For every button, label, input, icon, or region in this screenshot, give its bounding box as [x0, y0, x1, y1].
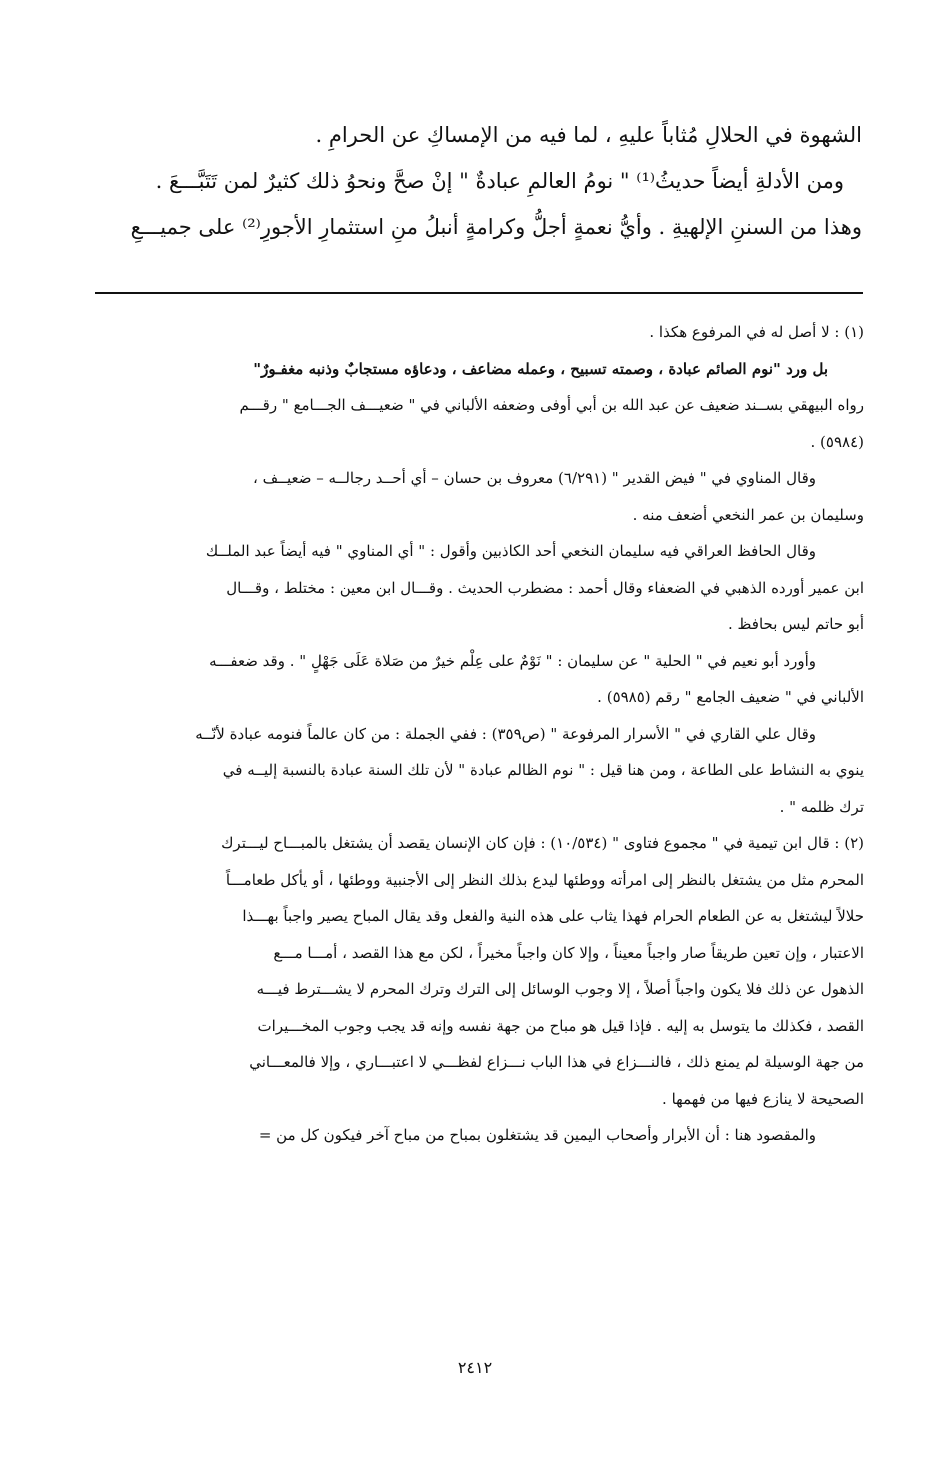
footnote-line: ينوي به النشاط على الطاعة ، ومن هنا قيل : " نوم الظالم عبادة " لأن تلك السنة عبادة بالنسبة إليــه في [222, 761, 864, 779]
footnote-line: من جهة الوسيلة لم يمنع ذلك ، فالنـــزاع في هذا الباب نـــزاع لفظـــي لا اعتبـــاري ، وإلا فالمعـــاني [249, 1053, 864, 1071]
footnote-line: أبو حاتم ليس بحافظ . [728, 615, 864, 633]
footnote-line: الصحيحة لا ينازع فيها من فهمها . [662, 1089, 864, 1108]
footnote-line: المحرم مثل من يشتغل بالنظر إلى امرأته ووطئها ليدع بذلك النظر إلى الأجنبية ووطئها ، أو يأكل طعامـــاً [225, 870, 864, 889]
footnote-line: وأورد أبو نعيم في " الحلية " عن سليمان : " نَوْمٌ على عِلْم خيرٌ من صَلاة عَلَى جَهْلٍ " . وقد ضعفـــه [209, 651, 816, 670]
footnote-separator [95, 292, 863, 294]
footnote-line: وقال الحافظ العراقي فيه سليمان النخعي أحد الكاذبين وأقول : " أي المناوي " فيه أيضاً عبد الملــك [205, 542, 816, 560]
footnote-line: الاعتبار ، وإن تعين طريقاً صار واجباً معيناً ، وإلا كان واجباً مخيراً ، لكن مع هذا القصد ، أمـــا مـــع [273, 943, 864, 962]
footnote-line: (٢) : قال ابن تيمية في " مجموع فتاوى " (١٠/٥٣٤) : فإن كان الإنسان يقصد أن يشتغل بالمبـــاح ليـــترك [221, 834, 864, 852]
footnote-line: وقال علي القاري في " الأسرار المرفوعة " (ص٣٥٩) : ففي الجملة : من كان عالماً فنومه عبادة لأنّــه [195, 724, 816, 743]
main-text-block [92, 112, 862, 250]
main-text-line: وهذا من السننِ الإلهيةِ . وأيُّ نعمةٍ أجلُّ وكرامةٍ أنبلُ منِ استثمارِ الأجورِ⁽²⁾ على جميـــعِ [130, 215, 862, 239]
footnote-line: رواه البيهقي بســند ضعيف عن عبد الله بن أبي أوفى وضعفه الألباني في " ضعيـــف الجـــامع " رقـــم [239, 396, 864, 414]
page-number: ٢٤١٢ [457, 1358, 493, 1377]
main-text-line: الشهوة في الحلالِ مُثاباً عليهِ ، لما فيه من الإمساكِ عن الحرامِ . [315, 123, 862, 147]
footnotes-block [92, 314, 864, 1154]
footnote-line: (١) : لا أصل له في المرفوع هكذا . [649, 323, 864, 341]
footnote-line: الذهول عن ذلك فلا يكون واجباً أصلاً ، إلا وجوب الوسائل إلى الترك وترك المحرم لا يشـــترط فيـــه [256, 980, 864, 998]
footnote-line: والمقصود هنا : أن الأبرار وأصحاب اليمين قد يشتغلون بمباح من مباح آخر فيكون كل من = [258, 1126, 816, 1144]
footnote-line: ابن عمير أورده الذهبي في الضعفاء وقال أحمد : مضطرب الحديث . وقـــال ابن معين : مختلط ، وقـــال [226, 578, 864, 597]
footnote-line: الألباني في " ضعيف الجامع " رقم (٥٩٨٥) . [597, 688, 864, 706]
footnote-line: وسليمان بن عمر النخعي أضعف منه . [632, 505, 864, 524]
footnote-line: وقال المناوي في " فيض القدير " (٦/٢٩١) معروف بن حسان – أي أحــد رجالــه – ضعيــف ، [253, 469, 816, 487]
footnote-line: ترك ظلمه " . [779, 797, 864, 816]
footnote-line: حلالاً ليشتغل به عن الطعام الحرام فهذا يثاب على هذه النية والفعل وقد يقال المباح يصير واجباً بهـــذا [242, 907, 864, 925]
footnote-line: (٥٩٨٤) . [810, 432, 864, 451]
footnote-line: بل ورد "نوم الصائم عبادة ، وصمته تسبيح ، وعمله مضاعف ، ودعاؤه مستجابٌ وذنبه مغفـورٌ" [253, 359, 828, 378]
footnote-line: القصد ، فكذلك ما يتوسل به إليه . فإذا قيل هو مباح من جهة نفسه وإنه قد يجب وجوب المخـــيرات [257, 1016, 864, 1035]
main-text-line: ومن الأدلةِ أيضاً حديثُ⁽¹⁾ " نومُ العالمِ عبادةٌ " إنْ صحَّ ونحوُ ذلك كثيرٌ لمن تَتَبَّـــعَ . [155, 169, 844, 193]
